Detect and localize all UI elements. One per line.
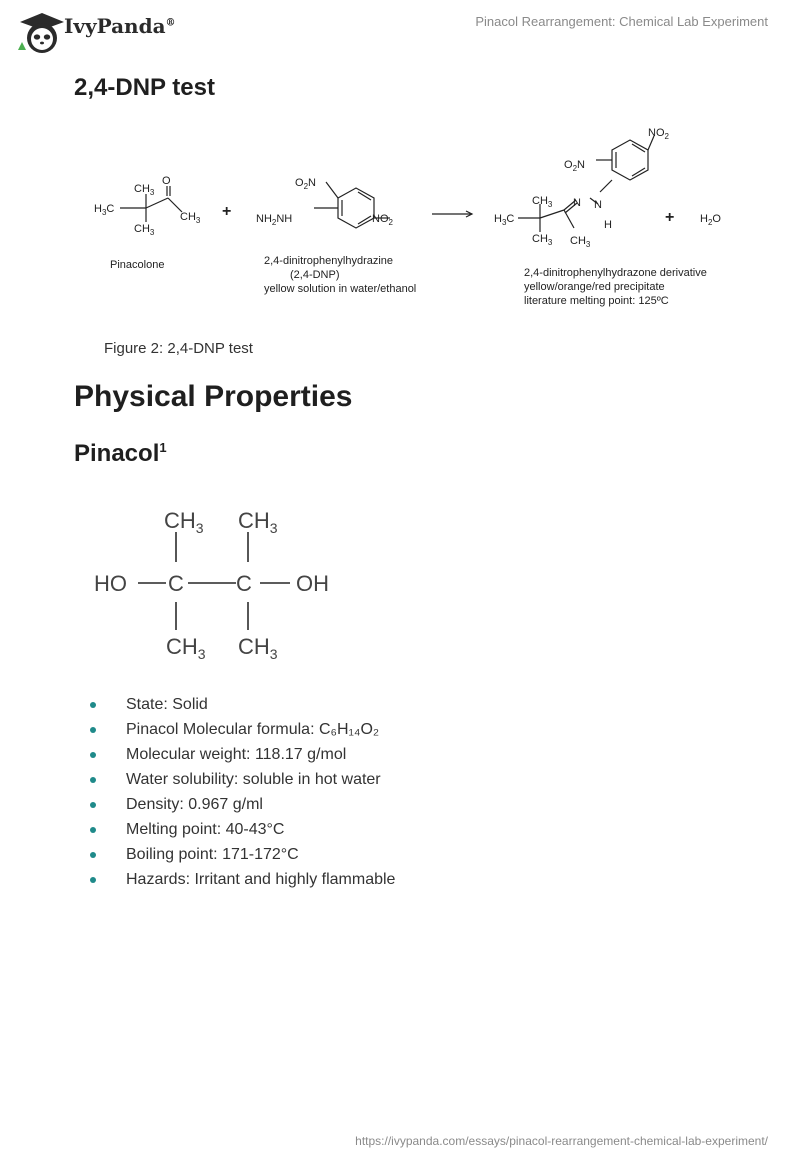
bullet-icon	[90, 727, 96, 733]
ch3-top-right: $CH_3$	[238, 508, 278, 536]
svg-text:CH3: $CH_3$	[532, 195, 553, 209]
dnp-test-heading: 2,4-DNP test	[74, 74, 215, 101]
property-text: Density: 0.967 g/ml	[126, 796, 263, 813]
svg-text:CH3: $CH_3$	[570, 235, 591, 249]
property-text: Boiling point: 171-172°C	[126, 846, 299, 863]
svg-text:NO2: $NO_2$	[372, 213, 393, 227]
svg-text:O: O	[162, 175, 171, 187]
graduation-cap-icon	[18, 22, 26, 50]
bullet-icon	[90, 777, 96, 783]
figure-caption: Figure 2: 2,4-DNP test	[104, 340, 253, 357]
property-item	[90, 845, 395, 870]
dnph-abbr: (2,4-DNP)	[290, 269, 340, 281]
carbon-right: C	[236, 571, 252, 596]
svg-text:H3C: $H_3C$	[94, 203, 115, 217]
svg-text:NO2: $NO_2$	[648, 127, 669, 141]
footer-url[interactable]: https://ivypanda.com/essays/pinacol-rearrangement-chemical-lab-experiment/	[355, 1134, 768, 1148]
ch3-top-left: $CH_3$	[164, 508, 204, 536]
dnph-description: yellow solution in water/ethanol	[264, 283, 417, 295]
svg-text:H3C: $H_3C$	[494, 213, 515, 227]
svg-text:CH3: $CH_3$	[180, 211, 201, 225]
bullet-icon	[90, 702, 96, 708]
svg-text:NH2NH: $NH_2NH$	[256, 213, 293, 227]
bullet-icon	[90, 852, 96, 858]
ho-group: HO	[94, 571, 127, 596]
product-description: yellow/orange/red precipitate	[524, 281, 665, 293]
property-item	[90, 795, 395, 820]
ch3-bottom-right: $CH_3$	[238, 634, 278, 662]
carbon-left: C	[168, 571, 184, 596]
product-melting-point: literature melting point: 125ºC	[524, 295, 669, 307]
property-text: Molecular weight: 118.17 g/mol	[126, 746, 347, 763]
svg-text:O2N: $O_2N$	[295, 177, 316, 191]
property-item	[90, 745, 395, 770]
property-item	[90, 720, 395, 745]
property-item	[90, 695, 395, 720]
property-text: Melting point: 40-43°C	[126, 821, 285, 838]
plus-sign-2: +	[665, 209, 675, 226]
svg-text:CH3: $CH_3$	[134, 223, 155, 237]
svg-text:H: H	[604, 219, 612, 231]
bullet-icon	[90, 877, 96, 883]
pinacol-heading: Pinacol$^1$	[74, 440, 167, 467]
svg-text:H2O: $H_2O$	[700, 213, 721, 227]
oh-group: OH	[296, 571, 329, 596]
property-item	[90, 770, 395, 795]
svg-text:O2N: $O_2N$	[564, 159, 585, 173]
ch3-bottom-left: $CH_3$	[166, 634, 206, 662]
svg-text:CH3: $CH_3$	[134, 183, 155, 197]
dnp-reaction-scheme	[88, 118, 738, 318]
reference-marker: 1	[159, 440, 167, 455]
product-name: 2,4-dinitrophenylhydrazone derivative	[524, 267, 707, 279]
bullet-icon	[90, 827, 96, 833]
property-text: Hazards: Irritant and highly flammable	[126, 871, 396, 888]
plus-sign-1: +	[222, 203, 232, 220]
svg-text:N: N	[594, 199, 602, 211]
brand-name[interactable]: IvyPanda®	[64, 14, 176, 38]
pinacol-structure	[86, 494, 356, 674]
svg-text:N: N	[573, 197, 581, 209]
properties-list	[90, 695, 395, 895]
dnph-name: 2,4-dinitrophenylhydrazine	[264, 255, 394, 267]
property-item	[90, 870, 395, 895]
bullet-icon	[90, 802, 96, 808]
pinacolone-label: Pinacolone	[110, 259, 165, 271]
property-item	[90, 820, 395, 845]
property-text: State: Solid	[126, 696, 208, 713]
bullet-icon	[90, 752, 96, 758]
document-title: Pinacol Rearrangement: Chemical Lab Experiment	[475, 14, 768, 29]
physical-properties-heading: Physical Properties	[74, 380, 353, 413]
page-header	[0, 0, 800, 64]
property-text: Pinacol Molecular formula: C₆H₁₄O₂	[126, 721, 380, 738]
property-text: Water solubility: soluble in hot water	[126, 771, 381, 788]
svg-text:CH3: $CH_3$	[532, 233, 553, 247]
